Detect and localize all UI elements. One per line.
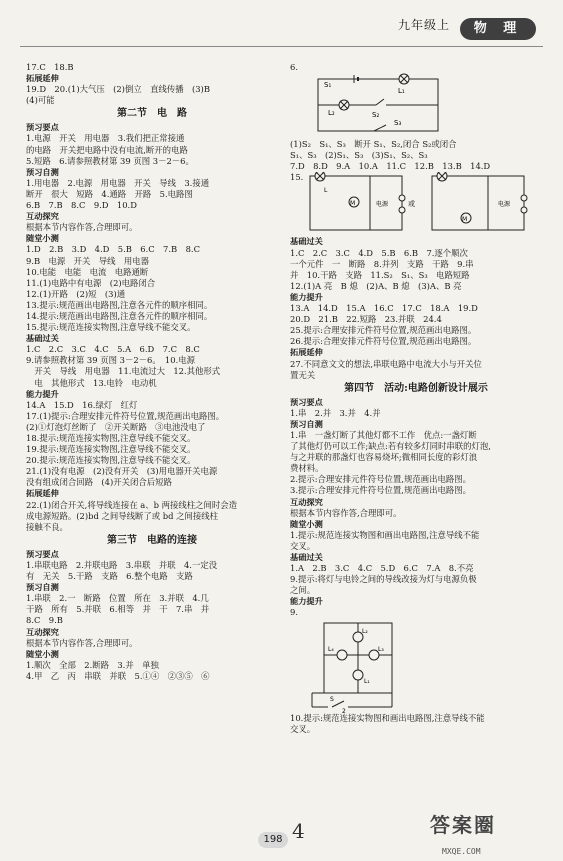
handwritten-mark: 4 bbox=[292, 819, 305, 843]
or-label: 或 bbox=[408, 200, 415, 209]
switch-label: S bbox=[330, 695, 334, 703]
answer-line: 9.B 电源 开关 导线 用电器 bbox=[26, 255, 150, 266]
answer-line: S₁、S₃ (2)S₁、S₃ (3)S₁、S₂、S₃ bbox=[290, 150, 428, 161]
terminal-label: 2 bbox=[342, 707, 346, 713]
answer-line: 6. bbox=[290, 62, 298, 72]
answer-line: 12.(1)开路 (2)短 (3)通 bbox=[26, 288, 126, 299]
section-heading: 预习要点 bbox=[26, 122, 59, 133]
answer-line: 有 无关 5.干路 支路 6.整个电路 支路 bbox=[26, 571, 193, 582]
watermark-text: 答案圈 bbox=[430, 813, 496, 837]
answer-line: 1.串联电路 2.并联电路 3.串联 并联 4.一定没 bbox=[26, 559, 218, 570]
section-heading: 互动探究 bbox=[290, 496, 323, 507]
answer-line: 1.串 2.并 3.并 4.并 bbox=[290, 407, 381, 418]
answer-line: 20.提示:规范连接实物图,注意导线不能交叉。 bbox=[26, 455, 196, 466]
answer-line: 1.串 一盏灯断了其他灯都不工作 优点:一盏灯断 bbox=[290, 429, 477, 440]
answer-line: 交叉。 bbox=[290, 723, 316, 734]
watermark-url: MXQE.COM bbox=[442, 847, 481, 856]
s2-label: S₂ bbox=[372, 111, 380, 120]
subject-badge: 物 理 bbox=[460, 18, 536, 40]
lamp-label: L bbox=[324, 187, 328, 195]
answer-line: 根据本节内容作答,合理即可。 bbox=[290, 507, 402, 518]
answer-line: 1.串联 2.一 断路 位置 所在 3.并联 4.几 bbox=[26, 593, 209, 604]
answer-line: 27.不同意文文的想法,串联电路中电流大小与开关位 bbox=[290, 358, 482, 369]
section-heading: 基础过关 bbox=[26, 333, 59, 344]
page-number: 198 bbox=[258, 832, 288, 848]
answer-line: 成电源短路。(2)bd 之间导线断了或 bd 之间接线柱 bbox=[26, 510, 219, 521]
answer-line: 26.提示:合理安排元件符号位置,规范画出电路图。 bbox=[290, 336, 477, 347]
section-heading: 随堂小测 bbox=[26, 648, 59, 659]
right-column-block-c bbox=[290, 713, 542, 735]
answer-line: 并 10.干路 支路 11.S₂ S₁、S₃ 电路短路 bbox=[290, 269, 470, 280]
watermark-logo bbox=[420, 813, 560, 860]
answer-line: 断开 很大 短路 4.通路 开路 5.电路图 bbox=[26, 188, 193, 199]
answer-line: 17.C 18.B bbox=[26, 62, 74, 72]
answer-line: 1.顺次 全部 2.断路 3.并 单独 bbox=[26, 659, 159, 670]
section-heading: 预习自测 bbox=[290, 418, 323, 429]
answer-line: 1.用电器 2.电源 用电器 开关 导线 3.接通 bbox=[26, 177, 210, 188]
answer-line: (4)可能 bbox=[26, 95, 55, 106]
section-heading: 拓展延伸 bbox=[26, 488, 59, 499]
section-heading: 预习要点 bbox=[26, 548, 59, 559]
answer-line: 6.B 7.B 8.C 9.D 10.D bbox=[26, 200, 137, 211]
section-heading: 互动探究 bbox=[26, 211, 59, 222]
answer-line: 21.(1)没有电源 (2)没有开关 (3)用电器开关电源 bbox=[26, 466, 218, 477]
answer-line: 15.提示:规范连接实物图,注意导线不能交叉。 bbox=[26, 322, 196, 333]
answer-line: 19.提示:规范连接实物图,注意导线不能交叉。 bbox=[26, 444, 196, 455]
l1-label: L₁ bbox=[398, 87, 405, 96]
answer-line: 17.(1)提示:合理安排元件符号位置,规范画出电路图。 bbox=[26, 410, 225, 421]
answer-line: 19.D 20.(1)大气压 (2)倒立 直线传播 (3)B bbox=[26, 84, 210, 95]
section-title: 第三节 电路的连接 bbox=[107, 534, 197, 546]
answer-line: 费材料。 bbox=[290, 463, 324, 474]
source-label-1: 电源 bbox=[376, 201, 389, 209]
right-column bbox=[290, 62, 542, 735]
answer-line: 1.提示:规范连接实物图和画出电路图,注意导线不能 bbox=[290, 529, 480, 540]
circuit-figure-9 bbox=[298, 613, 418, 713]
section-heading: 互动探究 bbox=[26, 626, 59, 637]
page-footer bbox=[0, 813, 563, 860]
page-header bbox=[0, 0, 563, 52]
header-divider bbox=[20, 46, 543, 47]
answer-line: 13.A 14.D 15.A 16.C 17.C 18.A 19.D bbox=[290, 303, 478, 314]
l4-label: L₄ bbox=[328, 645, 334, 653]
answer-line: 了其他灯仍可以工作;缺点:若有较多灯同时串联的灯泡, bbox=[290, 441, 491, 452]
answer-line: 没有组成闭合回路 (4)开关闭合后短路 bbox=[26, 477, 172, 488]
answer-line: 的电路 开关把电路中没有电流,断开的电路 bbox=[26, 144, 188, 155]
section-title: 第四节 活动:电路创新设计展示 bbox=[344, 382, 488, 394]
section-heading: 随堂小测 bbox=[290, 518, 323, 529]
section-heading: 基础过关 bbox=[290, 236, 323, 247]
answer-line: 4.甲 乙 丙 串联 并联 5.①④ ②③⑤ ⑥ bbox=[26, 670, 210, 681]
answer-line: 5.短路 6.请参照教材第 39 页图 3－2－6。 bbox=[26, 155, 194, 166]
answer-line: 10.提示:规范连接实物图和画出电路图,注意导线不能 bbox=[290, 712, 485, 723]
answer-line: 22.(1)闭合开关,将导线连接在 a、b 两接线柱之间时会造 bbox=[26, 499, 238, 510]
l1-label: L₁ bbox=[364, 677, 370, 685]
section-heading: 预习自测 bbox=[26, 166, 59, 177]
section-heading: 基础过关 bbox=[290, 552, 323, 562]
answer-line: 1.C 2.C 3.C 4.C 5.A 6.D 7.C 8.C bbox=[26, 344, 200, 355]
answer-line: 9.提示:将灯与电铃之间的导线改接为灯与电源负极 bbox=[290, 574, 477, 585]
s1-label: S₁ bbox=[324, 81, 332, 90]
answer-line: 9.请参照教材第 39 页图 3－2－6。 10.电源 bbox=[26, 355, 195, 366]
l3-label: L₃ bbox=[378, 645, 384, 653]
right-column-top bbox=[290, 62, 542, 73]
grade-label: 九年级上 bbox=[398, 18, 451, 32]
answer-line: 25.提示:合理安排元件符号位置,规范画出电路图。 bbox=[290, 325, 477, 336]
answer-line: 9. bbox=[290, 607, 298, 618]
answer-line: 3.提示:合理安排元件符号位置,规范画出电路图。 bbox=[290, 485, 471, 496]
section-heading: 随堂小测 bbox=[26, 233, 59, 244]
answer-line: (1)S₂ S₁、S₃ 断开 S₁、S₂,闭合 S₂或闭合 bbox=[290, 139, 457, 150]
section-heading: 能力提升 bbox=[290, 596, 323, 607]
answer-line: 一个元件 一 断路 8.并列 支路 干路 9.串 bbox=[290, 258, 474, 269]
l2-label: L₂ bbox=[362, 627, 368, 635]
answer-line: 18.提示:规范连接实物图,注意导线不能交叉。 bbox=[26, 433, 196, 443]
answer-line: 13.提示:规范画出电路图,注意各元件的顺序相同。 bbox=[26, 299, 213, 310]
answer-line: 根据本节内容作答,合理即可。 bbox=[26, 637, 138, 648]
motor-label-2: M bbox=[462, 216, 468, 224]
section-heading: 能力提升 bbox=[26, 388, 59, 399]
circuit-figure-15 bbox=[304, 172, 544, 236]
answer-line: 15. bbox=[290, 172, 304, 183]
answer-line: 10.电能 电能 电流 电路通断 bbox=[26, 266, 149, 277]
l2-label: L₂ bbox=[328, 109, 335, 118]
answer-line: 置无关 bbox=[290, 369, 316, 380]
section-heading: 预习要点 bbox=[290, 396, 323, 407]
answer-line: 8.C 9.B bbox=[26, 615, 63, 626]
answer-line: 1.C 2.C 3.C 4.D 5.B 6.B 7.逐个顺次 bbox=[290, 247, 468, 258]
section-title: 第二节 电 路 bbox=[117, 108, 187, 120]
answer-line: 交叉。 bbox=[290, 540, 316, 551]
section-heading: 能力提升 bbox=[290, 291, 323, 302]
answer-line: 1.电源 开关 用电器 3.我们把正常接通 bbox=[26, 133, 185, 144]
answer-line: 电 其他形式 13.电铃 电动机 bbox=[26, 377, 157, 388]
answer-line: 开关 导线 用电器 11.电流过大 12.其他形式 bbox=[26, 366, 221, 377]
answer-line: 14.提示:规范画出电路图,注意各元件的顺序相同。 bbox=[26, 310, 213, 321]
right-column-block-b bbox=[290, 236, 542, 618]
s3-label: S₃ bbox=[394, 119, 402, 128]
answer-line: (2)①灯泡灯丝断了 ②开关断路 ③电池没电了 bbox=[26, 421, 206, 432]
circuit-figure-6 bbox=[304, 73, 504, 139]
answer-line: 14.A 15.D 16.绿灯 红灯 bbox=[26, 399, 138, 410]
motor-label-1: M bbox=[350, 200, 356, 208]
section-heading: 预习自测 bbox=[26, 582, 59, 593]
answer-line: 之间。 bbox=[290, 585, 316, 596]
answer-line: 2.提示:合理安排元件符号位置,规范画出电路图。 bbox=[290, 474, 471, 485]
section-heading: 拓展延伸 bbox=[26, 73, 59, 84]
answer-line: 11.(1)电路中有电源 (2)电路闭合 bbox=[26, 277, 156, 288]
answer-line: 干路 所有 5.并联 6.相等 并 干 7.串 并 bbox=[26, 604, 210, 615]
answer-line: 7.D 8.D 9.A 10.A 11.C 12.B 13.B 14.D bbox=[290, 161, 491, 172]
answer-line: 1.D 2.B 3.D 4.D 5.B 6.C 7.B 8.C bbox=[26, 244, 200, 255]
answer-line: 接触不良。 bbox=[26, 521, 68, 532]
section-heading: 拓展延伸 bbox=[290, 347, 323, 358]
answer-line: 与之并联的那盏灯也容易烧坏;微相同长度的彩灯浪 bbox=[290, 452, 478, 463]
left-column bbox=[26, 62, 278, 682]
source-label-2: 电源 bbox=[498, 201, 511, 209]
answer-line: 1.A 2.B 3.C 4.C 5.D 6.C 7.A 8.不亮 bbox=[290, 563, 474, 574]
answer-line: 12.(1)A 亮 B 熄 (2)A、B 熄 (3)A、B 亮 bbox=[290, 280, 462, 291]
answer-line: 20.D 21.B 22.短路 23.并联 24.4 bbox=[290, 314, 442, 325]
answer-line: 根据本节内容作答,合理即可。 bbox=[26, 222, 138, 233]
